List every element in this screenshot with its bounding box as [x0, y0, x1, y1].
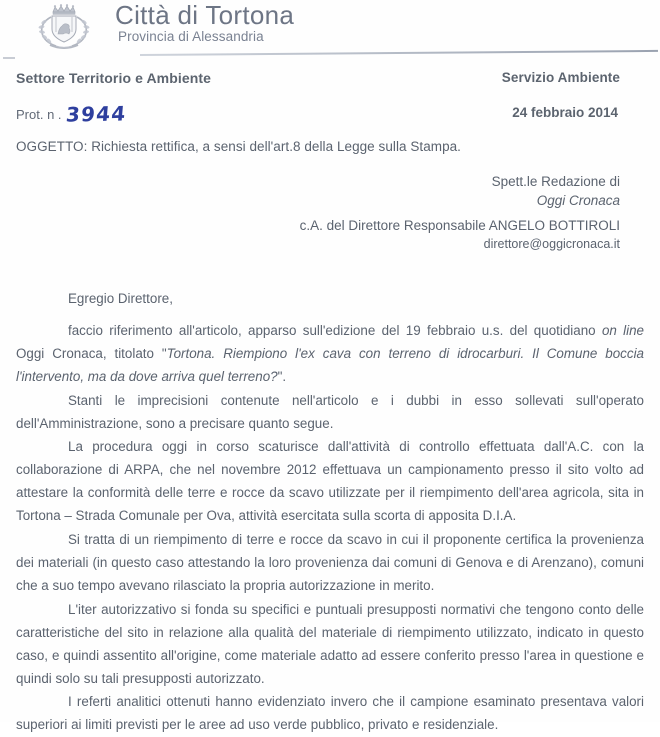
paragraph-4: Si tratta di un riempimento di terre e rocce da scavo in cui il proponente certifica la provenienza dei materiali (in questo caso attestando la loro provenienza dai comuni di Genova e di Arenzano), comuni che a suo tempo avevano rilasciato la propria autorizzazione in merito. [16, 531, 644, 594]
organization-subtitle: Provincia di Alessandria [118, 29, 264, 44]
scan-artifact [3, 57, 15, 59]
paragraph-1-part-3: ". [277, 369, 287, 385]
subject-line: OGGETTO: Richiesta rettifica, a sensi dell'art.8 della Legge sulla Stampa. [16, 139, 461, 154]
letter-body [16, 287, 644, 737]
organization-title: Città di Tortona [115, 0, 295, 30]
paragraph-3: La procedura oggi in corso scaturisce dall'attività di controllo effettuata dall'A.C. con la collaborazione di ARPA, che nel novembre 2012 effettuava un campionamento presso il sito volto ad attestare la conformità delle terre e rocce da scavo utilizzate per il riempimento dell'area agricola, sita in Tortona – Strada Comunale per Ova, attività esercitata sulla scorta di apposita D.I.A. [16, 439, 644, 524]
department-right-label: Servizio Ambiente [501, 70, 620, 85]
paragraph-5: L'iter autorizzativo si fonda su specifici e puntuali presupposti normativi che tengono conto delle caratteristiche del sito in relazione alla qualità del materiale di riempimento utilizzato, indicato in questo caso, e quindi assentito all'origine, come materiale adatto ad essere conferito presso l'area in questione e quindi solo su tali presupposti autorizzato. [16, 601, 644, 686]
protocol-label: Prot. n . [16, 107, 62, 122]
paragraph-1 [16, 319, 644, 388]
paragraph-1-part-2: Oggi Cronaca, titolato " [16, 346, 167, 362]
salutation: Egregio Direttore, [68, 291, 173, 306]
coat-of-arms-icon [26, 1, 102, 51]
paragraph-2: Stanti le imprecisioni contenute nell'articolo e i dubbi in esso sollevati sull'operato dell'Amministrazione, sono a precisare quanto segue. [16, 392, 644, 431]
paragraph-6: I referti analitici ottenuti hanno evidenziato invero che il campione esaminato presentava valori superiori ai limiti previsti per le aree ad uso verde pubblico, privato e residenziale. [16, 694, 644, 733]
paragraph-1-italic-1: on line [601, 323, 644, 339]
letterhead [0, 0, 660, 52]
attention-block [300, 217, 620, 253]
department-left-label: Settore Territorio e Ambiente [16, 70, 212, 86]
recipient-publication: Oggi Cronaca [536, 192, 620, 208]
document-date: 24 febbraio 2014 [512, 105, 618, 120]
recipient-email: direttore@oggicronaca.it [483, 236, 620, 251]
article-title-quote: Tortona. Riempiono l'ex cava con terreno di idrocarburi. Il Comune boccia l'intervento, ma da dove arriva quel terreno? [16, 346, 644, 385]
department-row [0, 70, 660, 92]
header-divider [140, 50, 658, 56]
recipient-block [492, 173, 620, 210]
protocol-row [0, 101, 660, 130]
recipient-line-1: Spett.le Redazione di [491, 174, 620, 189]
paragraph-1-part-1: faccio riferimento all'articolo, apparso sull'edizione del 19 febbraio u.s. del quotidiano [68, 323, 602, 339]
attention-line: c.A. del Direttore Responsabile ANGELO BOTTIROLI [299, 218, 620, 233]
protocol-number-handwritten: 3944 [64, 101, 128, 127]
